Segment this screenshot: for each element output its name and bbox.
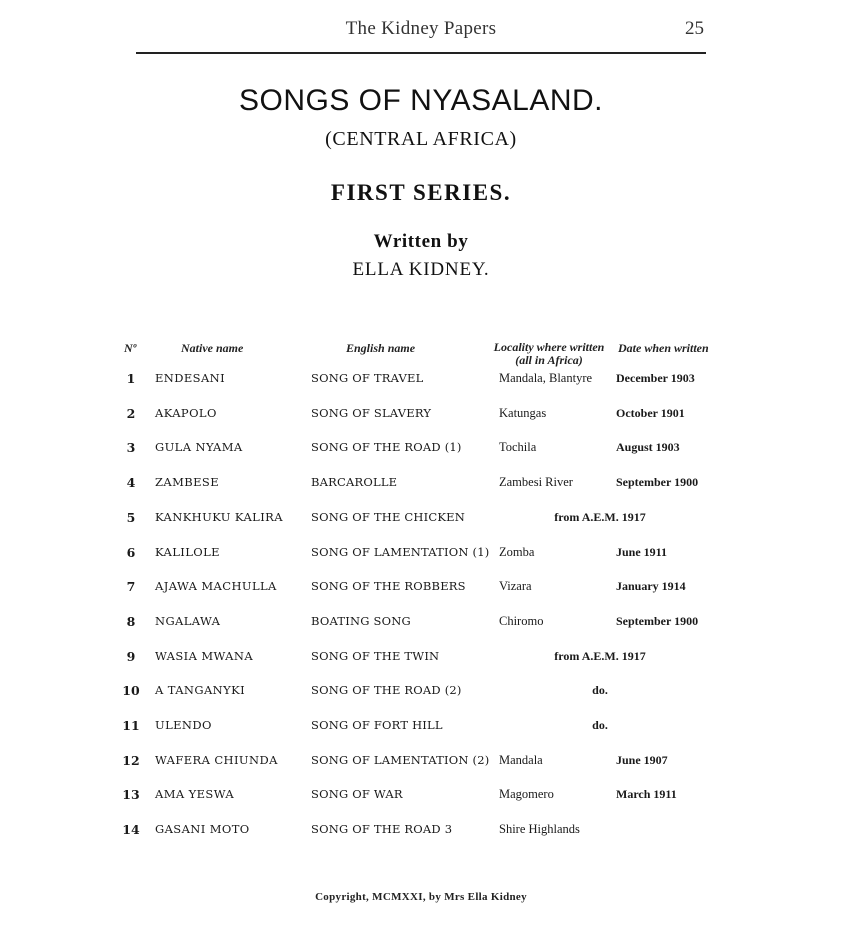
date-written: September 1900 (616, 613, 699, 628)
header-locality: Locality where written (all in Africa) (493, 340, 605, 367)
date-written: March 1911 (616, 787, 677, 802)
song-number: 10 (122, 683, 140, 699)
native-name: AJAWA MACHULLA (155, 579, 277, 594)
english-name: SONG OF FORT HILL (311, 718, 443, 732)
table-row (0, 510, 842, 544)
song-number: 12 (122, 752, 140, 768)
table-row (0, 406, 842, 440)
source-note: from A.E.M. 1917 (554, 509, 646, 524)
table-row (0, 371, 842, 405)
header-rule (136, 52, 706, 54)
date-written: September 1900 (616, 475, 699, 490)
table-row (0, 649, 842, 683)
source-note: do. (592, 718, 608, 732)
english-name: SONG OF THE CHICKEN (311, 509, 466, 524)
table-row (0, 545, 842, 579)
locality: Zomba (499, 544, 535, 559)
native-name: ULENDO (155, 718, 212, 732)
english-name: SONG OF WAR (311, 787, 403, 802)
native-name: KANKHUKU KALIRA (155, 509, 283, 524)
table-row (0, 718, 842, 752)
native-name: AMA YESWA (155, 787, 235, 802)
source-note: from A.E.M. 1917 (554, 648, 646, 663)
locality: Chiromo (499, 613, 544, 628)
english-name: SONG OF LAMENTATION (1) (311, 544, 490, 559)
copyright-notice: Copyright, MCMXXI, by Mrs Ella Kidney (315, 891, 527, 903)
english-name: SONG OF THE ROBBERS (311, 579, 466, 594)
date-written: December 1903 (616, 371, 695, 385)
english-name: SONG OF LAMENTATION (2) (311, 752, 490, 767)
english-name: SONG OF THE ROAD 3 (311, 822, 453, 837)
english-name: BOATING SONG (311, 613, 411, 628)
native-name: WASIA MWANA (155, 648, 254, 663)
song-number: 2 (126, 405, 136, 421)
running-head (0, 14, 842, 44)
english-name: SONG OF THE TWIN (311, 648, 440, 663)
song-number: 5 (126, 509, 136, 525)
date-written: January 1914 (616, 579, 686, 594)
table-row (0, 614, 842, 648)
table-row (0, 440, 842, 474)
locality: Vizara (499, 579, 532, 594)
song-number: 6 (126, 544, 136, 560)
page-subtitle: (CENTRAL AFRICA) (325, 128, 517, 150)
native-name: GULA NYAMA (155, 440, 243, 455)
table-row (0, 753, 842, 787)
english-name: SONG OF TRAVEL (311, 371, 424, 385)
date-written: August 1903 (616, 440, 680, 455)
song-number: 3 (126, 440, 136, 456)
header-date: Date when written (618, 341, 709, 355)
locality: Zambesi River (499, 475, 573, 490)
locality: Mandala, Blantyre (499, 371, 593, 385)
native-name: WAFERA CHIUNDA (155, 752, 278, 767)
table-row (0, 787, 842, 821)
song-number: 13 (122, 787, 140, 803)
song-number: 14 (122, 822, 140, 838)
native-name: ENDESANI (155, 371, 226, 385)
english-name: BARCAROLLE (311, 475, 398, 490)
author-name: ELLA KIDNEY. (352, 259, 490, 280)
source-note: do. (592, 683, 608, 698)
native-name: AKAPOLO (155, 405, 217, 420)
page-title: SONGS OF NYASALAND. (238, 84, 604, 117)
song-number: 11 (122, 718, 140, 733)
page-number: 25 (685, 18, 704, 39)
date-written: June 1911 (616, 544, 668, 559)
song-number: 8 (126, 613, 136, 629)
table-row (0, 475, 842, 509)
native-name: KALILOLE (155, 544, 220, 559)
locality: Katungas (499, 405, 547, 420)
locality: Tochila (499, 440, 537, 455)
locality: Shire Highlands (499, 822, 580, 837)
header-no: Nº (124, 341, 137, 355)
song-number: 7 (126, 579, 136, 595)
locality: Mandala (499, 752, 543, 767)
english-name: SONG OF THE ROAD (2) (311, 683, 462, 698)
song-number: 9 (126, 648, 136, 664)
running-title: The Kidney Papers (345, 18, 497, 39)
native-name: NGALAWA (155, 613, 221, 628)
header-native-name: Native name (181, 341, 244, 355)
locality: Magomero (499, 787, 554, 802)
table-row (0, 822, 842, 856)
native-name: GASANI MOTO (155, 822, 250, 837)
series-heading: FIRST SERIES. (330, 180, 512, 205)
written-by-label: Written by (373, 231, 469, 252)
english-name: SONG OF SLAVERY (311, 405, 432, 420)
song-number: 1 (126, 371, 136, 386)
native-name: ZAMBESE (155, 475, 219, 490)
header-english-name: English name (346, 341, 416, 355)
native-name: A TANGANYKI (155, 683, 246, 698)
date-written: June 1907 (616, 752, 668, 767)
table-row (0, 579, 842, 613)
song-number: 4 (126, 475, 136, 491)
english-name: SONG OF THE ROAD (1) (311, 440, 462, 455)
date-written: October 1901 (616, 405, 685, 420)
table-row (0, 683, 842, 717)
